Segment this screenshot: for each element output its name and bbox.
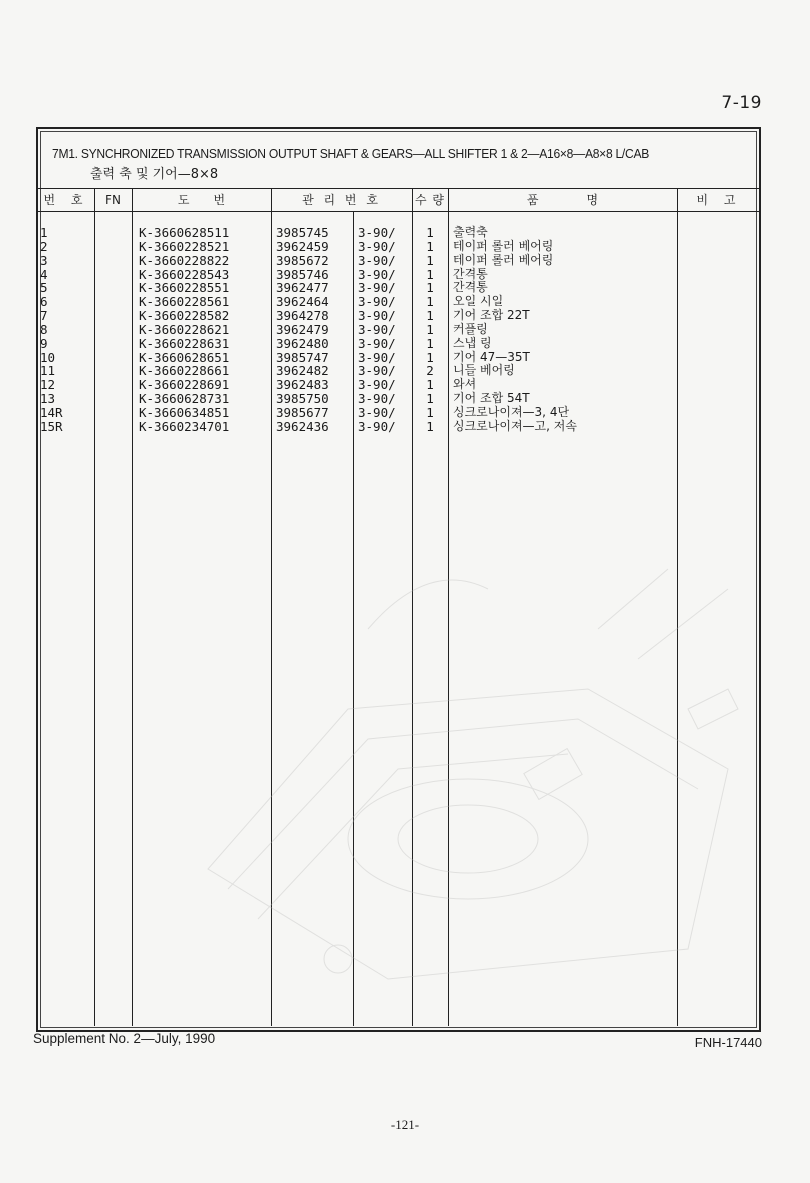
row-drawing-no: K-3660228822 [139,252,230,268]
row-drawing-no: K-3660628511 [139,225,230,240]
row-control-no: 3985750 [276,391,329,407]
row-name: 테이퍼 롤러 베어링 [453,252,554,267]
row-control-no: 3962483 [276,377,329,393]
row-no: 6 [40,294,48,310]
row-code: 3-90/ [358,252,396,268]
row-no: 12 [40,377,56,393]
col-rule-1 [94,188,95,1026]
row-code: 3-90/ [358,404,396,420]
row-control-no: 3962479 [276,321,329,337]
faint-exploded-drawing [168,509,808,1029]
page-number-top: 7-19 [721,93,762,113]
row-no: 7 [40,308,48,324]
row-name: 니들 베어링 [453,363,515,378]
row-name: 커플링 [453,321,488,336]
header-control-no: 관 리 번 호 [302,193,381,207]
row-code: 3-90/ [358,294,396,310]
title-block [52,146,752,182]
row-no: 10 [40,349,56,365]
row-no: 14R [40,404,63,420]
row-drawing-no: K-3660628731 [139,391,230,407]
row-qty: 1 [426,238,434,254]
header-bottom-rule [38,211,759,212]
row-control-no: 3964278 [276,308,329,324]
row-drawing-no: K-3660228621 [139,321,230,337]
row-control-no: 3962477 [276,280,329,296]
row-control-no: 3985746 [276,266,329,282]
row-no: 13 [40,391,56,407]
col-rule-7 [677,188,678,1026]
row-control-no: 3985672 [276,252,329,268]
col-rule-6 [448,188,449,1026]
header-name: 품 명 [526,193,599,207]
row-qty: 1 [426,377,434,393]
title-english: 7M1. SYNCHRONIZED TRANSMISSION OUTPUT SHAFT & GEARS—ALL SHIFTER 1 & 2—A16×8—A8×8 L/CAB [52,146,650,161]
header-no: 번 호 [43,193,89,207]
row-control-no: 3962480 [276,335,329,351]
row-code: 3-90/ [358,335,396,351]
row-name: 오일 시일 [453,294,504,309]
row-qty: 1 [426,266,434,282]
row-no: 4 [40,266,48,282]
row-no: 1 [40,225,48,240]
row-no: 3 [40,252,48,268]
row-code: 3-90/ [358,308,396,324]
col-control-no [276,226,352,434]
row-code: 3-90/ [358,280,396,296]
col-name [453,226,675,434]
row-code: 3-90/ [358,377,396,393]
row-qty: 1 [426,404,434,420]
header-drawing-no: 도 번 [177,193,226,207]
col-rule-4 [353,211,354,1026]
row-name: 기어 조합 22T [453,308,530,323]
row-control-no: 3962482 [276,363,329,379]
row-qty: 1 [426,280,434,296]
row-name: 와셔 [453,377,477,392]
row-control-no: 3962459 [276,238,329,254]
row-qty: 1 [426,418,434,434]
header-top-rule [38,188,759,189]
row-name: 싱크로나이져—3, 4단 [453,404,570,419]
row-control-no: 3985745 [276,225,329,240]
col-no [40,226,92,434]
supplement-note: Supplement No. 2—July, 1990 [33,1031,216,1046]
row-qty: 1 [426,321,434,337]
row-drawing-no: K-3660228691 [139,377,230,393]
title-korean: 출력 축 및 기어—8×8 [90,167,219,182]
row-drawing-no: K-3660228561 [139,294,230,310]
row-drawing-no: K-3660228661 [139,363,230,379]
row-control-no: 3985677 [276,404,329,420]
row-qty: 1 [426,349,434,365]
row-qty: 1 [426,225,434,240]
header-qty: 수 량 [415,193,445,207]
row-name: 기어 조합 54T [453,391,530,406]
row-drawing-no: K-3660228551 [139,280,230,296]
row-name: 출력축 [453,225,488,239]
row-code: 3-90/ [358,321,396,337]
row-control-no: 3962436 [276,418,329,434]
row-qty: 1 [426,308,434,324]
row-code: 3-90/ [358,391,396,407]
col-qty [412,226,448,434]
row-control-no: 3985747 [276,349,329,365]
row-no: 11 [40,363,56,379]
col-rule-3 [271,188,272,1026]
row-qty: 1 [426,391,434,407]
row-name: 스냅 링 [453,335,492,350]
col-rule-2 [132,188,133,1026]
row-name: 간격통 [453,280,488,295]
row-no: 8 [40,321,48,337]
row-code: 3-90/ [358,225,396,240]
row-qty: 2 [426,363,434,379]
row-drawing-no: K-3660228521 [139,238,230,254]
col-drawing-no [139,226,269,434]
row-code: 3-90/ [358,418,396,434]
row-code: 3-90/ [358,266,396,282]
row-qty: 1 [426,294,434,310]
row-no: 2 [40,238,48,254]
row-drawing-no: K-3660228631 [139,335,230,351]
header-remarks: 비 고 [696,193,742,207]
col-code [358,226,412,434]
row-no: 9 [40,335,48,351]
document-code: FNH-17440 [694,1035,762,1050]
row-qty: 1 [426,252,434,268]
row-control-no: 3962464 [276,294,329,310]
header-fn: FN [105,193,121,207]
row-no: 15R [40,418,63,434]
row-drawing-no: K-3660634851 [139,404,230,420]
row-drawing-no: K-3660628651 [139,349,230,365]
parts-table-frame [36,127,761,1032]
row-code: 3-90/ [358,363,396,379]
row-code: 3-90/ [358,349,396,365]
row-drawing-no: K-3660228582 [139,308,230,324]
row-code: 3-90/ [358,238,396,254]
row-drawing-no: K-3660234701 [139,418,230,434]
row-name: 기어 47—35T [453,349,530,364]
row-name: 간격통 [453,266,488,281]
row-qty: 1 [426,335,434,351]
row-no: 5 [40,280,48,296]
row-drawing-no: K-3660228543 [139,266,230,282]
row-name: 싱크로나이져—고, 저속 [453,418,577,433]
row-name: 테이퍼 롤러 베어링 [453,238,554,253]
page-number-bottom: -121- [390,1117,420,1132]
